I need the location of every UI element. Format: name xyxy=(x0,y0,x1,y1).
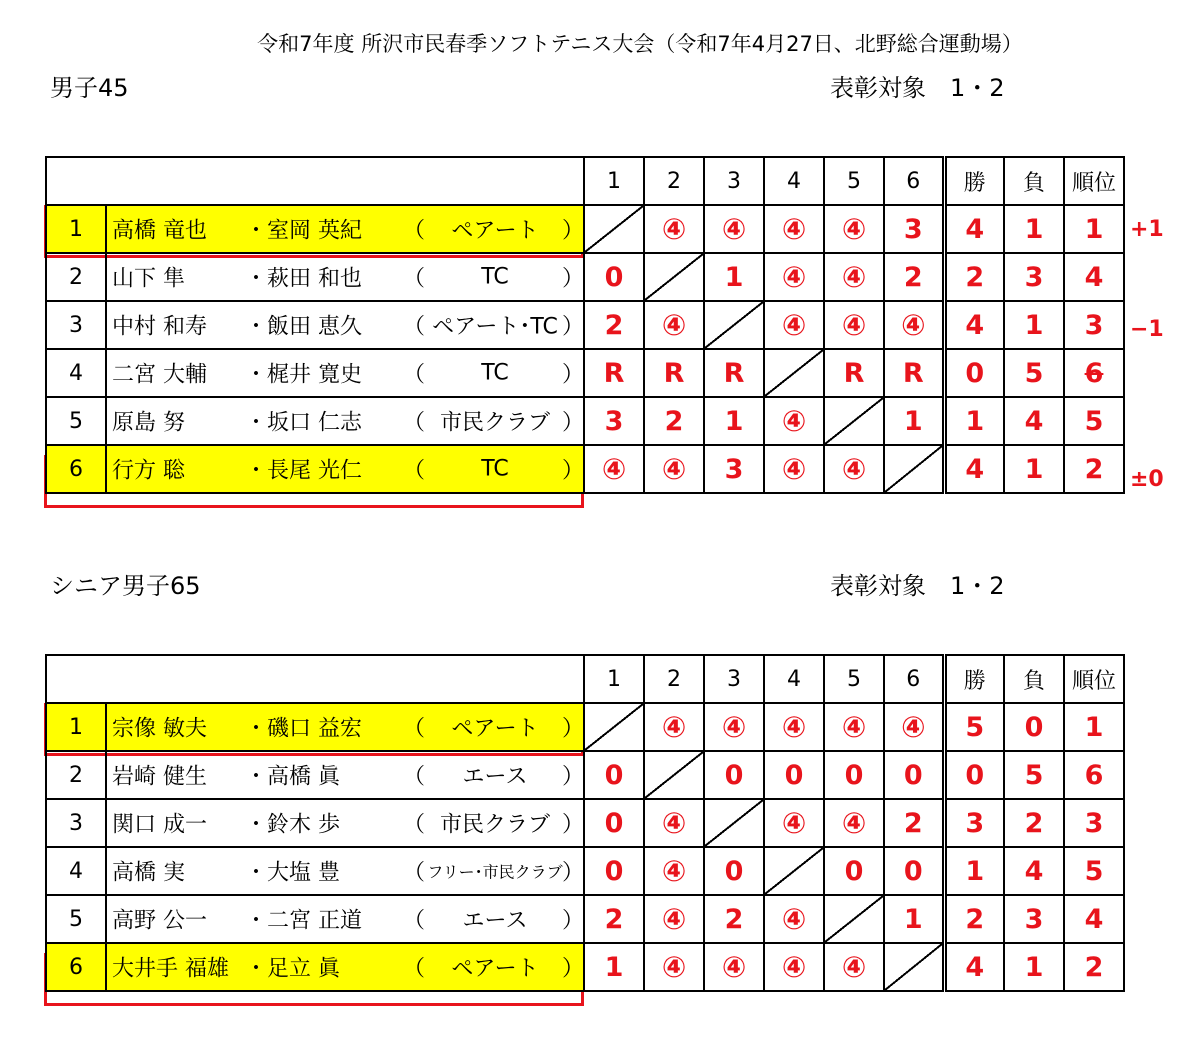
header-row xyxy=(46,655,1124,703)
table-row xyxy=(46,799,1124,847)
col-header: 4 xyxy=(764,655,824,703)
win-count: 5 xyxy=(944,703,1004,751)
club-paren-open: （ xyxy=(403,314,426,340)
match-result: 1 xyxy=(584,943,644,991)
match-result: 0 xyxy=(584,751,644,799)
club-paren-open: （ xyxy=(403,218,426,244)
match-result: ④ xyxy=(884,703,944,751)
club-paren-open: （ xyxy=(403,860,426,886)
match-result: R xyxy=(644,349,704,397)
win-count: 4 xyxy=(944,301,1004,349)
match-result: R xyxy=(824,349,884,397)
player1-name: 岩崎 健生 xyxy=(112,764,207,790)
self-match-cell xyxy=(884,943,944,991)
club-name: TC xyxy=(481,360,509,386)
separator-dot: ・ xyxy=(245,218,268,244)
player2-name: 高橋 眞 xyxy=(267,764,340,790)
match-result: 1 xyxy=(704,397,764,445)
player-number: 1 xyxy=(46,703,106,751)
separator-dot: ・ xyxy=(245,314,268,340)
player-number: 2 xyxy=(46,253,106,301)
pair-cell xyxy=(106,895,584,943)
match-result: R xyxy=(884,349,944,397)
player1-name: 宗像 敏夫 xyxy=(112,716,207,742)
table-row xyxy=(46,751,1124,799)
match-result: 2 xyxy=(884,799,944,847)
club-paren-open: （ xyxy=(403,362,426,388)
self-match-cell xyxy=(644,751,704,799)
match-result: ④ xyxy=(644,895,704,943)
match-result: ④ xyxy=(704,943,764,991)
pair-cell xyxy=(106,205,584,253)
self-match-cell xyxy=(824,895,884,943)
match-result: 2 xyxy=(884,253,944,301)
player2-name: 大塩 豊 xyxy=(267,860,340,886)
rank-value: 6 xyxy=(1064,349,1124,397)
club-paren-open: （ xyxy=(403,410,426,436)
player-number: 4 xyxy=(46,847,106,895)
rank-adjustment: −1 xyxy=(1130,317,1164,342)
rank-value: 2 xyxy=(1064,943,1124,991)
club-name: ペアート xyxy=(451,716,539,742)
match-result: 1 xyxy=(884,895,944,943)
match-result: ④ xyxy=(824,943,884,991)
match-result: ④ xyxy=(644,943,704,991)
club-paren-close: ） xyxy=(562,956,585,982)
match-result: R xyxy=(584,349,644,397)
win-count: 3 xyxy=(944,799,1004,847)
match-result: ④ xyxy=(764,895,824,943)
club-name: ペアート･TC xyxy=(432,314,558,340)
separator-dot: ・ xyxy=(245,410,268,436)
loss-count: 2 xyxy=(1004,799,1064,847)
player-number: 6 xyxy=(46,943,106,991)
player1-name: 高野 公一 xyxy=(112,908,207,934)
col-header: 6 xyxy=(884,157,944,205)
match-result: ④ xyxy=(764,397,824,445)
table-row xyxy=(46,445,1124,493)
win-count: 1 xyxy=(944,847,1004,895)
self-match-cell xyxy=(584,205,644,253)
pair-cell xyxy=(106,253,584,301)
header-blank xyxy=(46,655,584,703)
player1-name: 行方 聡 xyxy=(112,458,185,484)
col-header: 1 xyxy=(584,157,644,205)
pair-cell xyxy=(106,301,584,349)
player2-name: 萩田 和也 xyxy=(267,266,362,292)
win-header: 勝 xyxy=(944,655,1004,703)
match-result: 3 xyxy=(584,397,644,445)
loss-count: 1 xyxy=(1004,301,1064,349)
table-row xyxy=(46,943,1124,991)
match-result: 2 xyxy=(644,397,704,445)
match-result: ④ xyxy=(764,445,824,493)
player2-name: 鈴木 歩 xyxy=(267,812,340,838)
table-row xyxy=(46,205,1124,253)
player2-name: 長尾 光仁 xyxy=(267,458,362,484)
rank-value: 4 xyxy=(1064,895,1124,943)
rank-header: 順位 xyxy=(1064,655,1124,703)
club-name: エース xyxy=(462,908,528,934)
rank-header: 順位 xyxy=(1064,157,1124,205)
club-paren-close: ） xyxy=(562,218,585,244)
separator-dot: ・ xyxy=(245,716,268,742)
player2-name: 二宮 正道 xyxy=(267,908,362,934)
rank-adjustment: +1 xyxy=(1130,217,1164,242)
match-result: ④ xyxy=(824,703,884,751)
win-count: 1 xyxy=(944,397,1004,445)
self-match-cell xyxy=(764,349,824,397)
league-table xyxy=(45,654,1125,992)
match-result: ④ xyxy=(824,301,884,349)
match-result: ④ xyxy=(584,445,644,493)
win-count: 4 xyxy=(944,205,1004,253)
self-match-cell xyxy=(764,847,824,895)
col-header: 1 xyxy=(584,655,644,703)
self-match-cell xyxy=(824,397,884,445)
match-result: ④ xyxy=(704,703,764,751)
self-match-cell xyxy=(704,799,764,847)
page-title: 令和7年度 所沢市民春季ソフトテニス大会（令和7年4月27日、北野総合運動場） xyxy=(257,32,1023,56)
match-result: ④ xyxy=(644,301,704,349)
win-count: 2 xyxy=(944,895,1004,943)
self-match-cell xyxy=(584,703,644,751)
club-name: 市民クラブ xyxy=(439,410,550,436)
win-count: 0 xyxy=(944,751,1004,799)
separator-dot: ・ xyxy=(245,860,268,886)
club-paren-open: （ xyxy=(403,764,426,790)
player1-name: 高橋 竜也 xyxy=(112,218,207,244)
match-result: ④ xyxy=(764,943,824,991)
match-result: ④ xyxy=(644,205,704,253)
match-result: ④ xyxy=(824,445,884,493)
club-name: ペアート xyxy=(451,956,539,982)
match-result: ④ xyxy=(884,301,944,349)
player1-name: 原島 努 xyxy=(112,410,185,436)
club-paren-close: ） xyxy=(562,458,585,484)
club-paren-close: ） xyxy=(562,764,585,790)
loss-header: 負 xyxy=(1004,655,1064,703)
rank-adjustment: ±0 xyxy=(1130,467,1164,492)
loss-count: 1 xyxy=(1004,205,1064,253)
header-blank xyxy=(46,157,584,205)
section-title-senior65: シニア男子65 xyxy=(50,572,201,600)
col-header: 4 xyxy=(764,157,824,205)
player-number: 6 xyxy=(46,445,106,493)
rank-value: 1 xyxy=(1064,205,1124,253)
pair-cell xyxy=(106,445,584,493)
loss-header: 負 xyxy=(1004,157,1064,205)
match-result: 0 xyxy=(584,799,644,847)
club-paren-close: ） xyxy=(562,362,585,388)
separator-dot: ・ xyxy=(245,458,268,484)
match-result: ④ xyxy=(764,205,824,253)
pair-cell xyxy=(106,751,584,799)
club-paren-close: ） xyxy=(562,716,585,742)
table-row xyxy=(46,349,1124,397)
rank-value: 5 xyxy=(1064,847,1124,895)
match-result: ④ xyxy=(764,703,824,751)
rank-value: 1 xyxy=(1064,703,1124,751)
match-result: 0 xyxy=(884,751,944,799)
player2-name: 足立 眞 xyxy=(267,956,340,982)
loss-count: 4 xyxy=(1004,397,1064,445)
award-note-men45: 表彰対象 1・2 xyxy=(830,74,1005,102)
match-result: 0 xyxy=(584,253,644,301)
player2-name: 坂口 仁志 xyxy=(267,410,362,436)
match-result: ④ xyxy=(824,205,884,253)
header-row xyxy=(46,157,1124,205)
club-paren-close: ） xyxy=(562,860,585,886)
match-result: 0 xyxy=(764,751,824,799)
player1-name: 関口 成一 xyxy=(112,812,207,838)
award-note-senior65: 表彰対象 1・2 xyxy=(830,572,1005,600)
match-result: ④ xyxy=(764,253,824,301)
match-result: ④ xyxy=(644,703,704,751)
col-header: 5 xyxy=(824,655,884,703)
match-result: 0 xyxy=(824,751,884,799)
win-count: 4 xyxy=(944,943,1004,991)
player1-name: 中村 和寿 xyxy=(112,314,207,340)
self-match-cell xyxy=(644,253,704,301)
club-paren-open: （ xyxy=(403,716,426,742)
match-result: ④ xyxy=(644,445,704,493)
rank-value: 4 xyxy=(1064,253,1124,301)
pair-cell xyxy=(106,397,584,445)
player-number: 4 xyxy=(46,349,106,397)
loss-count: 3 xyxy=(1004,895,1064,943)
match-result: 2 xyxy=(584,895,644,943)
table-row xyxy=(46,895,1124,943)
pair-cell xyxy=(106,943,584,991)
match-result: 0 xyxy=(824,847,884,895)
win-count: 2 xyxy=(944,253,1004,301)
col-header: 2 xyxy=(644,157,704,205)
table-row xyxy=(46,253,1124,301)
club-name: ペアート xyxy=(451,218,539,244)
table-row xyxy=(46,397,1124,445)
player1-name: 大井手 福雄 xyxy=(112,956,229,982)
loss-count: 5 xyxy=(1004,349,1064,397)
separator-dot: ・ xyxy=(245,956,268,982)
match-result: 0 xyxy=(704,847,764,895)
loss-count: 0 xyxy=(1004,703,1064,751)
match-result: ④ xyxy=(824,253,884,301)
club-paren-open: （ xyxy=(403,812,426,838)
player2-name: 飯田 恵久 xyxy=(267,314,362,340)
club-paren-open: （ xyxy=(403,266,426,292)
rank-value: 3 xyxy=(1064,301,1124,349)
match-result: R xyxy=(704,349,764,397)
loss-count: 4 xyxy=(1004,847,1064,895)
club-name: 市民クラブ xyxy=(439,812,550,838)
club-paren-close: ） xyxy=(562,908,585,934)
match-result: ④ xyxy=(824,799,884,847)
win-count: 4 xyxy=(944,445,1004,493)
player2-name: 梶井 寛史 xyxy=(267,362,362,388)
col-header: 2 xyxy=(644,655,704,703)
match-result: 0 xyxy=(704,751,764,799)
match-result: 3 xyxy=(704,445,764,493)
match-result: 2 xyxy=(584,301,644,349)
rank-value: 5 xyxy=(1064,397,1124,445)
match-result: ④ xyxy=(764,799,824,847)
loss-count: 3 xyxy=(1004,253,1064,301)
pair-cell xyxy=(106,349,584,397)
section-title-men45: 男子45 xyxy=(50,74,129,102)
match-result: 0 xyxy=(584,847,644,895)
player-number: 2 xyxy=(46,751,106,799)
player-number: 3 xyxy=(46,301,106,349)
col-header: 3 xyxy=(704,655,764,703)
self-match-cell xyxy=(704,301,764,349)
self-match-cell xyxy=(884,445,944,493)
loss-count: 1 xyxy=(1004,445,1064,493)
match-result: 3 xyxy=(884,205,944,253)
match-result: ④ xyxy=(644,799,704,847)
club-paren-close: ） xyxy=(562,314,585,340)
club-name: フリー･市民クラブ xyxy=(427,862,563,882)
loss-count: 5 xyxy=(1004,751,1064,799)
club-paren-close: ） xyxy=(562,410,585,436)
col-header: 5 xyxy=(824,157,884,205)
league-table xyxy=(45,156,1125,494)
club-paren-open: （ xyxy=(403,908,426,934)
match-result: ④ xyxy=(764,301,824,349)
match-result: 1 xyxy=(884,397,944,445)
club-paren-close: ） xyxy=(562,812,585,838)
separator-dot: ・ xyxy=(245,812,268,838)
separator-dot: ・ xyxy=(245,266,268,292)
col-header: 6 xyxy=(884,655,944,703)
table-row xyxy=(46,301,1124,349)
loss-count: 1 xyxy=(1004,943,1064,991)
separator-dot: ・ xyxy=(245,908,268,934)
player-number: 5 xyxy=(46,397,106,445)
match-result: 0 xyxy=(884,847,944,895)
club-paren-open: （ xyxy=(403,458,426,484)
match-result: 2 xyxy=(704,895,764,943)
player-number: 3 xyxy=(46,799,106,847)
rank-value: 6 xyxy=(1064,751,1124,799)
table-row xyxy=(46,703,1124,751)
match-result: 1 xyxy=(704,253,764,301)
club-name: TC xyxy=(481,264,509,290)
match-result: ④ xyxy=(704,205,764,253)
col-header: 3 xyxy=(704,157,764,205)
club-name: TC xyxy=(481,456,509,482)
player1-name: 山下 隼 xyxy=(112,266,185,292)
player-number: 1 xyxy=(46,205,106,253)
player1-name: 二宮 大輔 xyxy=(112,362,207,388)
separator-dot: ・ xyxy=(245,764,268,790)
win-count: 0 xyxy=(944,349,1004,397)
win-header: 勝 xyxy=(944,157,1004,205)
separator-dot: ・ xyxy=(245,362,268,388)
pair-cell xyxy=(106,799,584,847)
player-number: 5 xyxy=(46,895,106,943)
player2-name: 磯口 益宏 xyxy=(267,716,362,742)
pair-cell xyxy=(106,847,584,895)
player1-name: 高橋 実 xyxy=(112,860,185,886)
pair-cell xyxy=(106,703,584,751)
club-name: エース xyxy=(462,764,528,790)
table-row xyxy=(46,847,1124,895)
club-paren-close: ） xyxy=(562,266,585,292)
match-result: ④ xyxy=(644,847,704,895)
club-paren-open: （ xyxy=(403,956,426,982)
rank-value: 3 xyxy=(1064,799,1124,847)
rank-value: 2 xyxy=(1064,445,1124,493)
player2-name: 室岡 英紀 xyxy=(267,218,362,244)
